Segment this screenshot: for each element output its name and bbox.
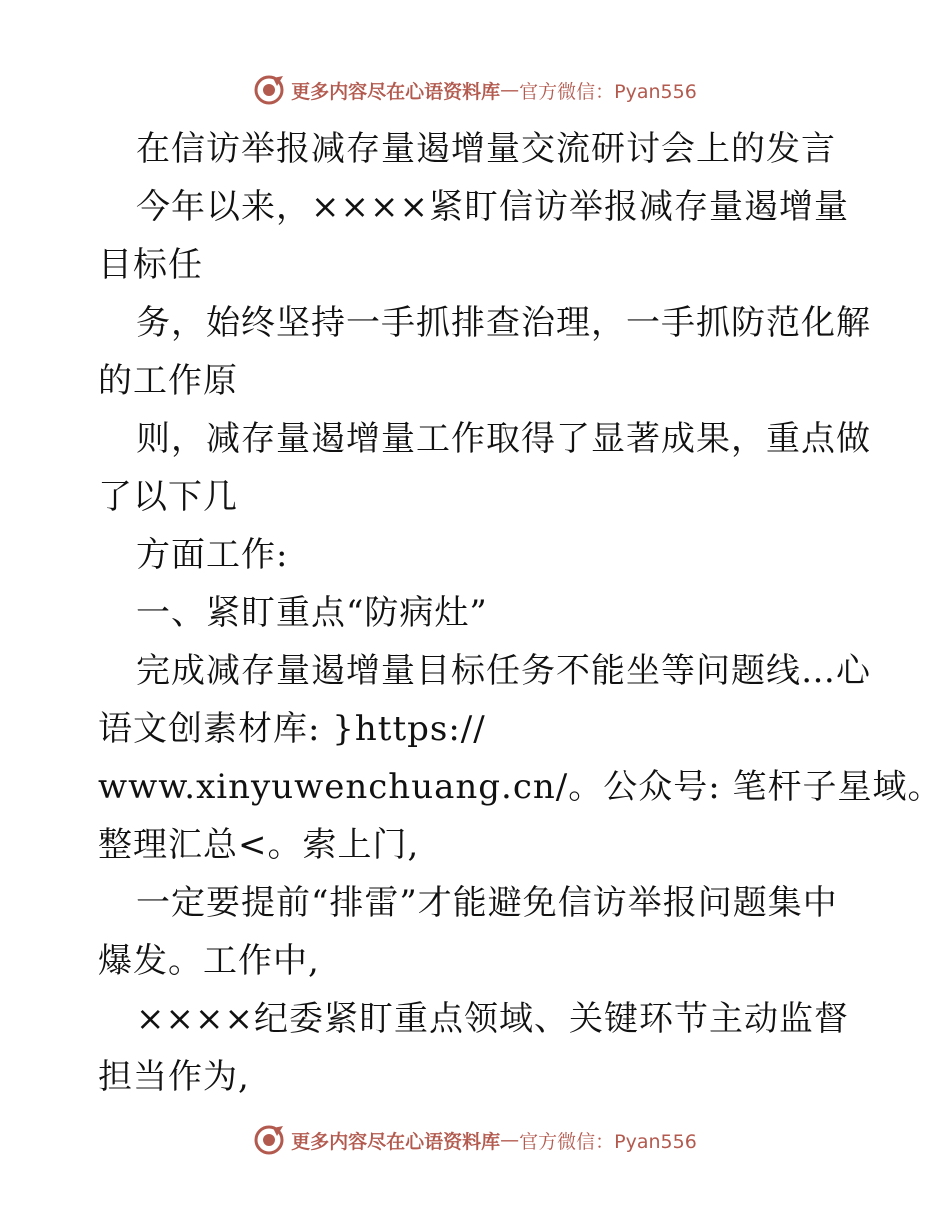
footer-banner-contact: 官方微信：Pyan556 xyxy=(519,1130,697,1153)
header-banner-separator: — xyxy=(500,79,520,101)
paragraph-line: ××××纪委紧盯重点领域、关键环节主动监督 xyxy=(136,999,849,1039)
section-heading: 一、紧盯重点“防病灶” xyxy=(136,593,488,633)
paragraph-line-url: www.xinyuwenchuang.cn/。公众号: 笔杆子星域。 xyxy=(98,767,943,807)
paragraph-line: 的工作原 xyxy=(98,361,238,401)
brand-logo-icon xyxy=(253,1124,285,1156)
paragraph-line: 今年以来，××××紧盯信访举报减存量遏增量 xyxy=(136,187,849,227)
paragraph-line: 了以下几 xyxy=(98,477,238,517)
paragraph-line: 爆发。工作中, xyxy=(98,941,320,981)
document-body xyxy=(98,120,943,1106)
paragraph-line: 整理汇总<。索上门, xyxy=(98,825,420,865)
paragraph-line: 方面工作: xyxy=(136,535,289,575)
brand-logo-icon xyxy=(253,74,285,106)
header-banner xyxy=(0,70,950,110)
paragraph-line: 语文创素材库: }https:// xyxy=(98,709,486,749)
header-banner-contact: 官方微信：Pyan556 xyxy=(519,80,697,103)
paragraph-line: 则，减存量遏增量工作取得了显著成果，重点做 xyxy=(136,419,871,459)
footer-banner-text: 更多内容尽在心语资料库 xyxy=(291,1130,501,1153)
footer-banner xyxy=(0,1120,950,1160)
paragraph-line: 一定要提前“排雷”才能避免信访举报问题集中 xyxy=(136,883,838,923)
paragraph-line: 担当作为, xyxy=(98,1057,250,1097)
paragraph-line: 务，始终坚持一手抓排查治理，一手抓防范化解 xyxy=(136,303,871,343)
document-title: 在信访举报减存量遏增量交流研讨会上的发言 xyxy=(136,129,836,169)
header-banner-text: 更多内容尽在心语资料库 xyxy=(291,80,501,103)
paragraph-line: 完成减存量遏增量目标任务不能坐等问题线…心 xyxy=(136,651,871,691)
footer-banner-separator: — xyxy=(500,1129,520,1151)
paragraph-line: 目标任 xyxy=(98,245,203,285)
